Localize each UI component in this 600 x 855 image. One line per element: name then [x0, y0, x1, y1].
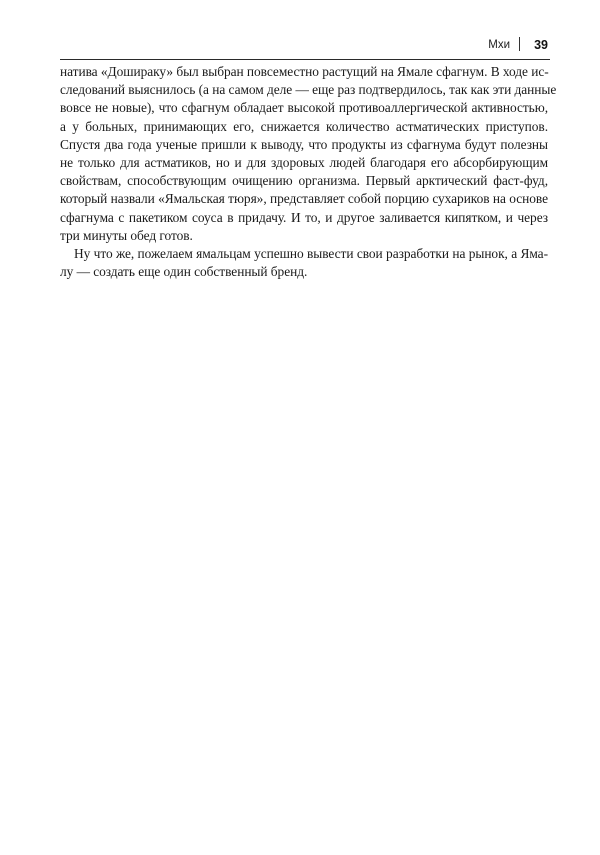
- running-head: Мхи: [488, 39, 510, 51]
- text-line: Спустя два года ученые пришли к выводу, что продукты из сфагнума будут полезны: [60, 136, 548, 152]
- page-number: 39: [534, 38, 548, 52]
- text-line: а у больных, принимающих его, снижается количество астматических приступов.: [60, 118, 548, 134]
- text-line: свойствам, способствующим очищению организма. Первый арктический фаст-фуд,: [60, 173, 548, 189]
- text-line: лу — создать еще один собственный бренд.: [60, 264, 308, 280]
- text-line: вовсе не новые), что сфагнум обладает высокой противоаллергической активностью,: [60, 100, 548, 116]
- text-line: следований выяснилось (а на самом деле — еще раз подтвердилось, так как эти данные: [60, 82, 557, 98]
- text-line: который назвали «Ямальская тюря», представляет собой порцию сухариков на основе: [60, 191, 548, 207]
- page-header: [60, 32, 550, 60]
- text-line: сфагнума с пакетиком соуса в придачу. И то, и другое заливается кипятком, и через: [60, 209, 548, 225]
- text-line: три минуты обед готов.: [60, 227, 193, 243]
- paragraph-2: [60, 245, 548, 281]
- paragraph-1: [60, 63, 557, 245]
- header-separator: [519, 37, 520, 51]
- body-text: [60, 63, 557, 281]
- text-line: Ну что же, пожелаем ямальцам успешно вывести свои разработки на рынок, а Яма-: [74, 246, 548, 262]
- text-line: не только для астматиков, но и для здоровых людей благодаря его абсорбирующим: [60, 155, 548, 171]
- text-line: натива «Дошираку» был выбран повсеместно растущий на Ямале сфагнум. В ходе ис-: [60, 64, 549, 79]
- header-rule: [60, 59, 550, 60]
